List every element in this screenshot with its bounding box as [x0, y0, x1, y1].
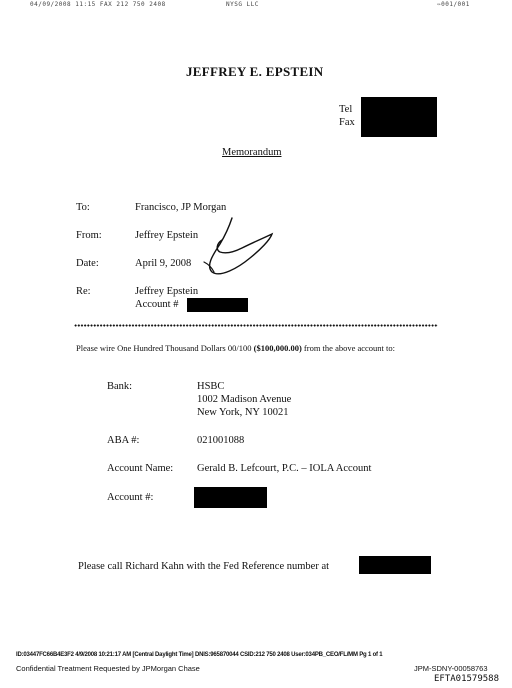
- fax-id-line: ID:03447FC66B4E3F2 4/9/2008 10:21:17 AM [Central Daylight Time] DNIS:965870044 CSID:212 750 2408 User:034PB_CEO/FL/MM Pg 1 of 1: [16, 652, 383, 658]
- account-name-label: Account Name:: [107, 463, 174, 474]
- letterhead-name: JEFFREY E. EPSTEIN: [186, 64, 324, 79]
- date-label: Date:: [76, 258, 99, 269]
- from-value: Jeffrey Epstein: [135, 230, 199, 241]
- call-instruction: Please call Richard Kahn with the Fed Reference number at: [78, 561, 330, 572]
- fax-header-left: 04/09/2008 11:15 FAX 212 750 2408: [30, 1, 166, 8]
- fax-label: Fax: [339, 117, 355, 128]
- redaction-phone-call: [359, 556, 431, 574]
- aba-value: 021001088: [197, 435, 245, 446]
- wire-instruction-pre: Please wire One Hundred Thousand Dollars 00/100: [76, 343, 254, 353]
- fax-header-right: ✑001/001: [437, 1, 470, 8]
- dotted-separator: [74, 324, 438, 327]
- efta-number: EFTA01579588: [434, 674, 500, 684]
- redaction-account-re: [187, 298, 248, 312]
- bank-address-line1: 1002 Madison Avenue: [197, 394, 292, 405]
- memo-title: Memorandum: [222, 147, 282, 158]
- redaction-phone: [361, 97, 437, 137]
- re-value-line1: Jeffrey Epstein: [135, 286, 199, 297]
- to-value: Francisco, JP Morgan: [135, 202, 227, 213]
- re-label: Re:: [76, 286, 91, 297]
- bank-address-line2: New York, NY 10021: [197, 407, 289, 418]
- re-value-line2: Account #: [135, 299, 179, 310]
- wire-instruction: [76, 343, 436, 354]
- wire-amount: ($100,000.00): [253, 343, 302, 353]
- to-label: To:: [76, 202, 90, 213]
- from-label: From:: [76, 230, 102, 241]
- account-number-label: Account #:: [107, 492, 154, 503]
- aba-label: ABA #:: [107, 435, 140, 446]
- account-name-value: Gerald B. Lefcourt, P.C. – IOLA Account: [197, 463, 372, 474]
- signature-icon: [198, 214, 278, 282]
- tel-label: Tel: [339, 104, 353, 115]
- bates-number: JPM-SDNY-00058763: [414, 664, 488, 673]
- redaction-account-number: [194, 487, 267, 508]
- date-value: April 9, 2008: [135, 258, 192, 269]
- wire-instruction-post: from the above account to:: [301, 343, 396, 353]
- confidential-notice: Confidential Treatment Requested by JPMorgan Chase: [16, 664, 200, 673]
- fax-header-center: NYSG LLC: [226, 1, 259, 8]
- bank-label: Bank:: [107, 381, 133, 392]
- bank-name: HSBC: [197, 381, 225, 392]
